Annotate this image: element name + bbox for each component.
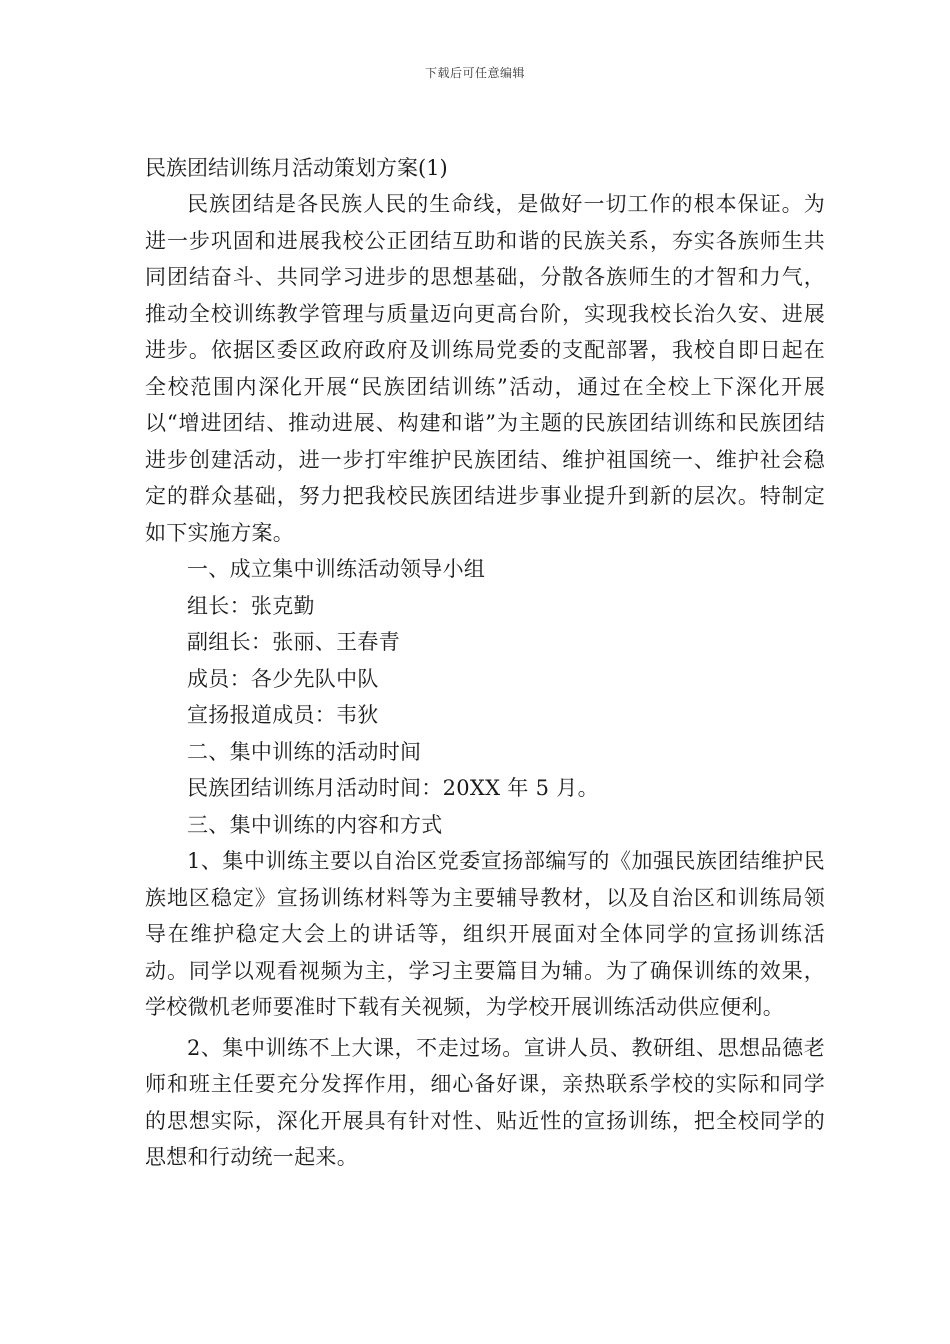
document-title: 民族团结训练月活动策划方案(1) — [145, 156, 448, 180]
propaganda-members-line: 宣扬报道成员：韦狄 — [187, 703, 379, 727]
item2-paragraph: 2、集中训练不上大课，不走过场。宣讲人员、教研组、思想品德老师和班主任要充分发挥作用，细心备好课，亲热联系学校的实际和同学的思想实际，深化开展具有针对性、贴近性的宣扬训练，把全校同学的思想和行动统一起来。 — [145, 1035, 825, 1169]
deputy-leader-line: 副组长：张丽、王春青 — [187, 630, 400, 654]
document-body — [145, 150, 825, 1176]
section2-heading: 二、集中训练的活动时间 — [187, 739, 422, 764]
item1-paragraph: 1、集中训练主要以自治区党委宣扬部编写的《加强民族团结维护民族地区稳定》宣扬训练材料等为主要辅导教材，以及自治区和训练局领导在维护稳定大会上的讲话等，组织开展面对全体同学的宣扬训练活动。同学以观看视频为主，学习主要篇目为辅。为了确保训练的效果，学校微机老师要准时下载有关视频，为学校开展训练活动供应便利。 — [145, 849, 825, 1019]
header-note: 下载后可任意编辑 — [424, 66, 525, 80]
section3-heading: 三、集中训练的内容和方式 — [187, 812, 443, 837]
section1-heading: 一、成立集中训练活动领导小组 — [187, 557, 486, 581]
leader-line: 组长：张克勤 — [187, 593, 315, 618]
intro-paragraph: 民族团结是各民族人民的生命线，是做好一切工作的根本保证。为进一步巩固和进展我校公正团结互助和谐的民族关系，夯实各族师生共同团结奋斗、共同学习进步的思想基础，分散各族师生的才智和力气，推动全校训练教学管理与质量迈向更高台阶，实现我校长治久安、进展进步。依据区委区政府政府及训练局党委的支配部署，我校自即日起在全校范围内深化开展“民族团结训练”活动，通过在全校上下深化开展以“增进团结、推动进展、构建和谐”为主题的民族团结训练和民族团结进步创建活动，进一步打牢维护民族团结、维护祖国统一、维护社会稳定的群众基础，努力把我校民族团结进步事业提升到新的层次。特制定如下实施方案。 — [145, 192, 825, 545]
members-line: 成员：各少先队中队 — [187, 666, 379, 691]
activity-time-line: 民族团结训练月活动时间：20XX 年 5 月。 — [187, 776, 599, 800]
